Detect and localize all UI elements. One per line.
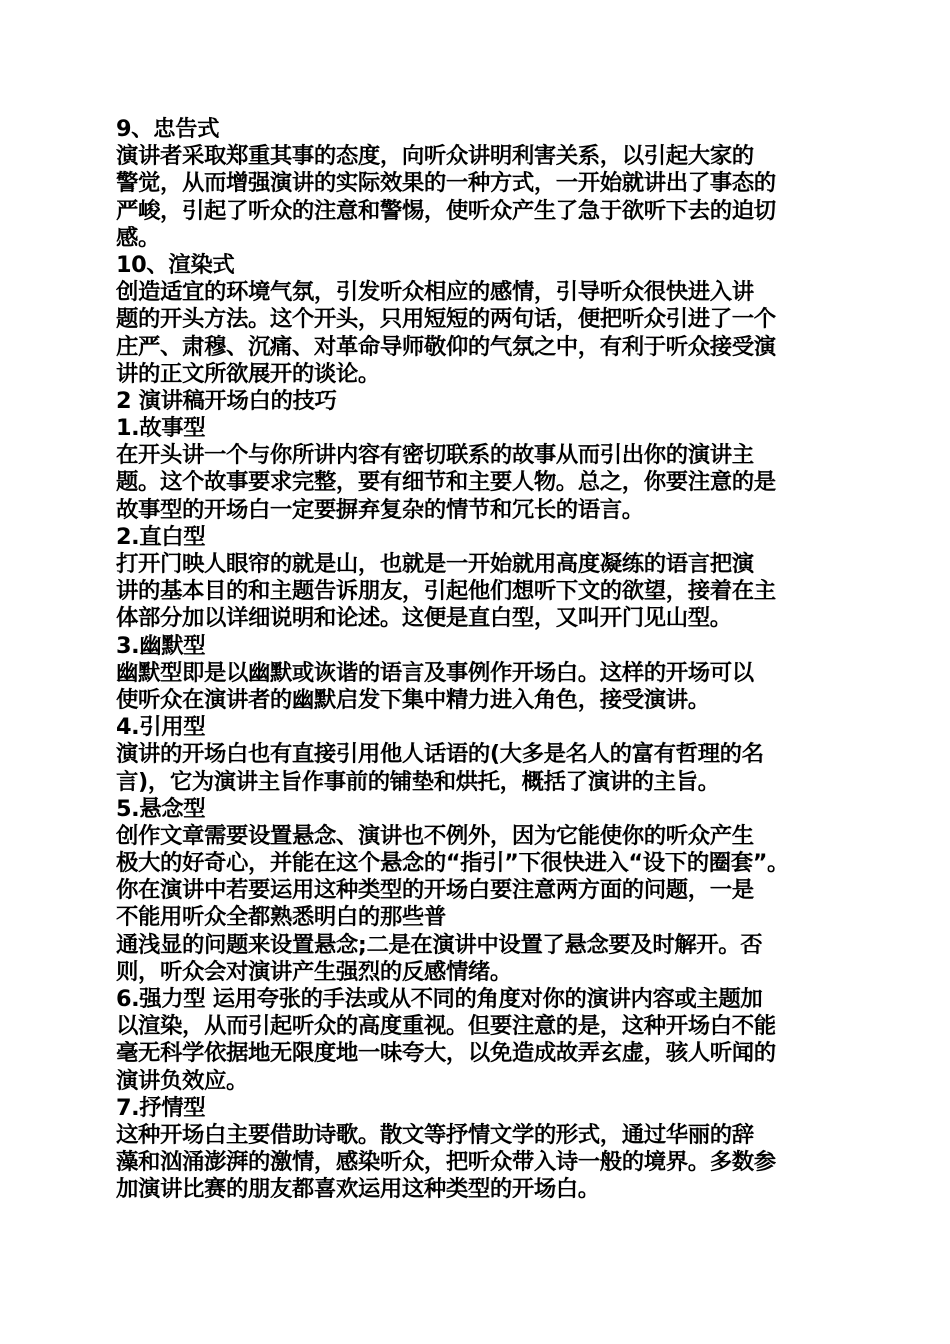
text-line: 庄严、肃穆、沉痛、对革命导师敬仰的气氛之中，有利于听众接受演 xyxy=(116,333,776,360)
text-line: 2 演讲稿开场白的技巧 xyxy=(116,387,337,414)
text-line: 感。 xyxy=(116,224,160,251)
text-line: 体部分加以详细说明和论述。这便是直白型，又叫开门见山型。 xyxy=(116,605,732,632)
text-line: 7.抒情型 xyxy=(116,1094,206,1121)
document-page xyxy=(116,116,838,1204)
text-line: 6.强力型 运用夸张的手法或从不同的角度对你的演讲内容或主题加 xyxy=(116,986,763,1012)
text-line: 演讲负效应。 xyxy=(116,1067,248,1094)
text-line: 10、渲染式 xyxy=(116,251,235,278)
text-line: 在开头讲一个与你所讲内容有密切联系的故事从而引出你的演讲主 xyxy=(116,442,754,469)
text-line: 毫无科学依据地无限度地一味夸大，以免造成故弄玄虚，骇人听闻的 xyxy=(116,1040,776,1067)
text-line: 题。这个故事要求完整，要有细节和主要人物。总之，你要注意的是 xyxy=(116,469,776,496)
text-line: 不能用听众全都熟悉明白的那些普 xyxy=(116,904,446,931)
text-line: 4.引用型 xyxy=(116,714,206,741)
text-line: 使听众在演讲者的幽默启发下集中精力进入角色，接受演讲。 xyxy=(116,686,710,713)
text-line: 题的开头方法。这个开头，只用短短的两句话，便把听众引进了一个 xyxy=(116,306,776,333)
text-line: 言)，它为演讲主旨作事前的铺垫和烘托，概括了演讲的主旨。 xyxy=(116,768,720,795)
text-line: 警觉，从而增强演讲的实际效果的一种方式，一开始就讲出了事态的 xyxy=(116,170,776,197)
text-line: 演讲者采取郑重其事的态度，向听众讲明利害关系，以引起大家的 xyxy=(116,143,754,170)
text-line: 9、忠告式 xyxy=(116,116,220,142)
text-line: 这种开场白主要借助诗歌。散文等抒情文学的形式，通过华丽的辞 xyxy=(116,1121,754,1148)
text-line: 打开门映人眼帘的就是山，也就是一开始就用高度凝练的语言把演 xyxy=(116,551,754,577)
text-line: 你在演讲中若要运用这种类型的开场白要注意两方面的问题，一是 xyxy=(116,877,754,904)
text-line: 5.悬念型 xyxy=(116,795,206,822)
text-line: 幽默型即是以幽默或诙谐的语言及事例作开场白。这样的开场可以 xyxy=(116,659,754,686)
text-line: 极大的好奇心，并能在这个悬念的“指引”下很快进入“设下的圈套”。 xyxy=(116,850,790,877)
text-line: 讲的正文所欲展开的谈论。 xyxy=(116,360,380,387)
text-line: 1.故事型 xyxy=(116,415,206,442)
text-line: 藻和汹涌澎湃的激情，感染听众，把听众带入诗一般的境界。多数参 xyxy=(116,1149,776,1176)
text-line: 故事型的开场白一定要摒弃复杂的情节和冗长的语言。 xyxy=(116,496,644,523)
text-line: 3.幽默型 xyxy=(116,632,206,659)
text-line: 2.直白型 xyxy=(116,523,206,550)
text-line: 创作文章需要设置悬念、演讲也不例外，因为它能使你的听众产生 xyxy=(116,822,754,849)
text-line: 演讲的开场白也有直接引用他人话语的(大多是名人的富有哲理的名 xyxy=(116,741,764,768)
text-line: 创造适宜的环境气氛，引发听众相应的感情，引导听众很快进入讲 xyxy=(116,279,754,306)
text-line: 通浅显的问题来设置悬念;二是在演讲中设置了悬念要及时解开。否 xyxy=(116,931,763,958)
text-line: 以渲染，从而引起听众的高度重视。但要注意的是，这种开场白不能 xyxy=(116,1013,776,1040)
text-line: 严峻，引起了听众的注意和警惕，使听众产生了急于欲听下去的迫切 xyxy=(116,197,776,224)
text-line: 加演讲比赛的朋友都喜欢运用这种类型的开场白。 xyxy=(116,1176,600,1203)
text-line: 讲的基本目的和主题告诉朋友，引起他们想听下文的欲望，接着在主 xyxy=(116,578,776,605)
text-line: 则，听众会对演讲产生强烈的反感情绪。 xyxy=(116,958,512,985)
